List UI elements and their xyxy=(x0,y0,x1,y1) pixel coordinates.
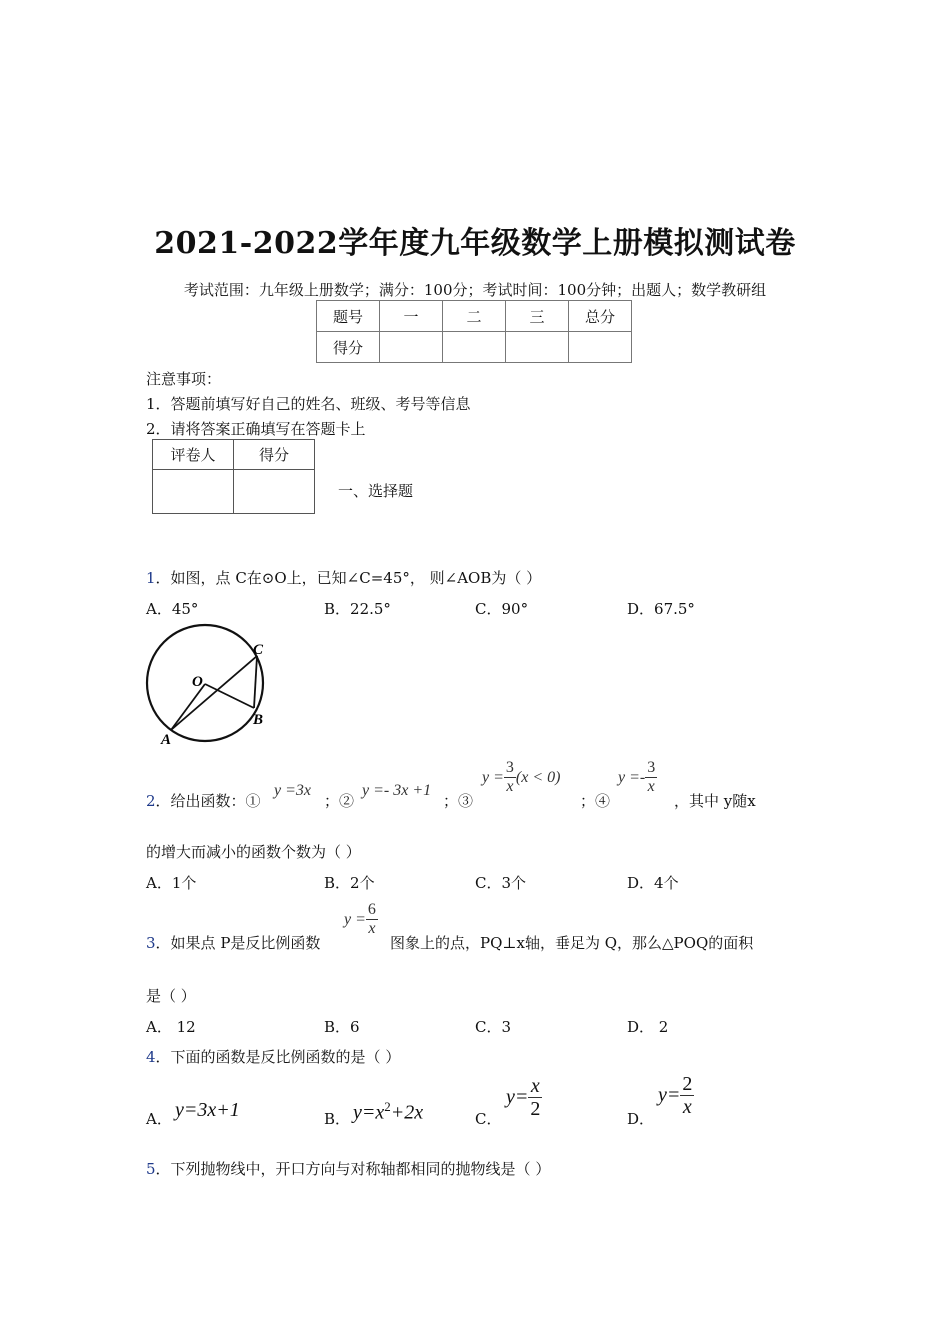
option-c: C．3 xyxy=(475,1018,512,1036)
label-a: A xyxy=(161,732,172,748)
score-cell xyxy=(380,332,443,363)
grader-cell xyxy=(153,470,234,514)
question-text: 是（ ） xyxy=(146,987,196,1005)
label-c: C xyxy=(253,642,264,658)
segment-cb xyxy=(254,656,257,708)
option-b: B．2个 xyxy=(324,874,375,892)
formula-3 xyxy=(482,760,560,795)
formula-numerator: 3 xyxy=(647,759,656,776)
option-d: D． 2 xyxy=(627,1018,669,1036)
option-b: B．6 xyxy=(324,1018,360,1036)
question-number: 4 xyxy=(146,1048,156,1066)
option-c: C．90° xyxy=(475,600,529,618)
option-c-formula xyxy=(506,1076,542,1119)
question-5 xyxy=(146,1158,550,1179)
exam-info: 考试范围：九年级上册数学；满分：100分；考试时间：100分钟；出题人；数学教研组 xyxy=(183,281,767,299)
formula-numerator: 2 xyxy=(682,1073,693,1095)
grader-header: 评卷人 xyxy=(153,440,234,470)
score-cell: 二 xyxy=(443,301,506,332)
score-cell: 得分 xyxy=(317,332,380,363)
option-a-formula: y=3x+1 xyxy=(175,1099,240,1121)
formula-denominator: x xyxy=(647,778,655,795)
section-title: 一、选择题 xyxy=(338,482,414,500)
formula-denominator: 2 xyxy=(530,1098,541,1120)
question-text: ．下列抛物线中，开口方向与对称轴都相同的抛物线是（ ） xyxy=(155,1160,551,1178)
score-cell xyxy=(443,332,506,363)
question-text: 图象上的点，PQ⊥x轴，垂足为 Q，那么△POQ的面积 xyxy=(390,934,754,952)
notes-heading: 注意事项： xyxy=(146,370,222,388)
score-table-header-row xyxy=(317,301,632,332)
formula-lhs: y= xyxy=(506,1086,529,1108)
question-number: 1 xyxy=(146,569,156,587)
question-text: ；④ xyxy=(580,792,611,810)
question-text: ．下面的函数是反比例函数的是（ ） xyxy=(155,1048,401,1066)
score-header: 得分 xyxy=(234,440,315,470)
label-b: B xyxy=(253,712,264,728)
score-cell xyxy=(234,470,315,514)
note-item: 1．答题前填写好自己的姓名、班级、考号等信息 xyxy=(146,395,471,413)
formula-2: y =- 3x +1 xyxy=(362,782,432,799)
formula-lhs: y = xyxy=(344,911,366,928)
formula-denominator: x xyxy=(682,1096,692,1118)
formula-numerator: 6 xyxy=(367,901,376,918)
formula-denominator: x xyxy=(506,778,514,795)
formula-numerator: 3 xyxy=(505,759,514,776)
formula-part: y=x xyxy=(353,1101,385,1124)
formula-numerator: x xyxy=(530,1075,540,1097)
option-a: A． 12 xyxy=(146,1018,196,1036)
question-2-lead xyxy=(146,790,261,811)
grader-table xyxy=(152,439,315,514)
formula-part: +2x xyxy=(390,1101,424,1124)
question-text: ，其中 y随x xyxy=(674,792,756,810)
segment-ac xyxy=(171,656,257,730)
score-cell: 题号 xyxy=(317,301,380,332)
formula-4 xyxy=(618,760,657,795)
option-a-label: A． xyxy=(146,1110,172,1128)
option-c-label: C． xyxy=(475,1110,502,1128)
formula-inverse xyxy=(344,902,378,937)
segment-ob xyxy=(205,684,254,708)
option-b: B．22.5° xyxy=(324,600,391,618)
option-d: D．4个 xyxy=(627,874,679,892)
question-text: ；② xyxy=(324,792,355,810)
formula-lhs: y = xyxy=(482,769,504,786)
exam-title: 2021-2022学年度九年级数学上册模拟测试卷 xyxy=(154,226,796,261)
formula-lhs: y= xyxy=(658,1084,681,1106)
question-text: ．如图，点 C在⊙O上，已知∠C=45°， 则∠AOB为（ ） xyxy=(155,569,542,587)
circle-o xyxy=(147,625,263,741)
option-a: A．1个 xyxy=(146,874,197,892)
option-b-formula xyxy=(353,1099,423,1125)
question-4 xyxy=(146,1046,400,1067)
score-cell xyxy=(506,332,569,363)
question-text: ；③ xyxy=(443,792,474,810)
question-number: 5 xyxy=(146,1160,156,1178)
segment-ao xyxy=(171,684,205,730)
circle-figure xyxy=(140,620,290,750)
option-c: C．3个 xyxy=(475,874,527,892)
score-cell: 总分 xyxy=(569,301,632,332)
option-a: A．45° xyxy=(146,600,199,618)
question-number: 2 xyxy=(146,792,156,810)
formula-exponent: 2 xyxy=(384,1099,391,1114)
question-number: 3 xyxy=(146,934,156,952)
formula-lhs: y =- xyxy=(618,769,646,786)
formula-denominator: x xyxy=(368,920,376,937)
score-table-score-row xyxy=(317,332,632,363)
question-text: 的增大而减小的函数个数为（ ） xyxy=(146,843,361,861)
question-text: ．如果点 P是反比例函数 xyxy=(155,934,321,952)
score-cell: 三 xyxy=(506,301,569,332)
question-text: ．给出函数：① xyxy=(155,792,261,810)
question-3-lead xyxy=(146,932,320,953)
question-1 xyxy=(146,567,541,588)
note-item: 2．请将答案正确填写在答题卡上 xyxy=(146,420,366,438)
formula-condition: (x < 0) xyxy=(515,769,561,786)
option-d-formula xyxy=(658,1074,694,1117)
formula-1: y =3x xyxy=(274,782,311,799)
option-b-label: B． xyxy=(324,1110,351,1128)
score-cell: 一 xyxy=(380,301,443,332)
option-d-label: D． xyxy=(627,1110,655,1128)
score-table xyxy=(316,300,632,363)
score-cell xyxy=(569,332,632,363)
option-d: D．67.5° xyxy=(627,600,695,618)
label-o: O xyxy=(192,674,203,690)
